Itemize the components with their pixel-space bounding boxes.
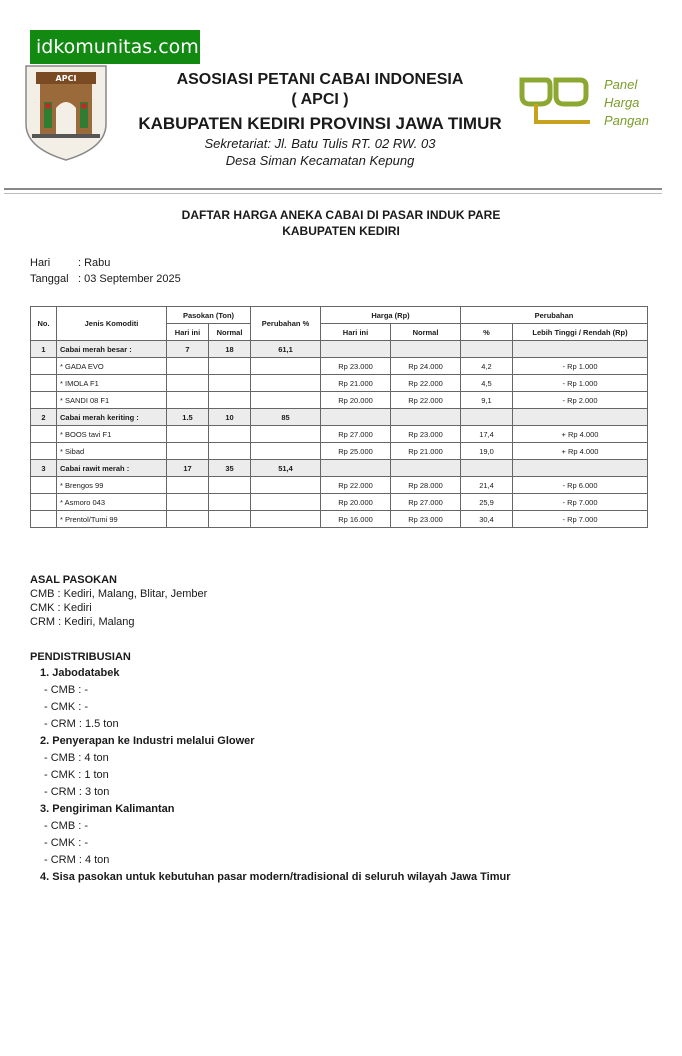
day-value: : Rabu — [78, 257, 111, 269]
cell-no — [31, 443, 57, 460]
org-acronym: ( APCI ) — [291, 91, 349, 108]
cell-diff — [513, 460, 648, 477]
cell-no: 1 — [31, 341, 57, 358]
table-row — [31, 375, 648, 392]
cell-p-now: 7 — [167, 341, 209, 358]
distribution-sub-item: - CMK : - — [44, 701, 88, 713]
table-group-row — [31, 460, 648, 477]
cell-pct: 17,4 — [461, 426, 513, 443]
cell-no — [31, 375, 57, 392]
table-row — [31, 511, 648, 528]
cell-diff: + Rp 4.000 — [513, 426, 648, 443]
cell-h-norm — [391, 460, 461, 477]
cell-no: 3 — [31, 460, 57, 477]
cell-pct: 25,9 — [461, 494, 513, 511]
asal-line: CMK : Kediri — [30, 602, 92, 614]
org-village: Desa Siman Kecamatan Kepung — [225, 153, 415, 168]
cell-p-now — [167, 443, 209, 460]
cell-diff — [513, 341, 648, 358]
cell-pct: 4,2 — [461, 358, 513, 375]
org-region: KABUPATEN KEDIRI PROVINSI JAWA TIMUR — [138, 114, 502, 133]
th-no: No. — [31, 307, 57, 341]
cell-h-now: Rp 23.000 — [321, 358, 391, 375]
logo-word-2: Harga — [604, 95, 640, 110]
cell-no: 2 — [31, 409, 57, 426]
cell-p-pct — [251, 426, 321, 443]
title-line-1: DAFTAR HARGA ANEKA CABAI DI PASAR INDUK PARE — [181, 208, 501, 222]
distribution-item-title: 4. Sisa pasokan untuk kebutuhan pasar modern/tradisional di seluruh wilayah Jawa Timur — [40, 871, 511, 883]
table-row — [31, 443, 648, 460]
cell-diff: - Rp 2.000 — [513, 392, 648, 409]
cell-h-now: Rp 20.000 — [321, 392, 391, 409]
cell-p-norm: 10 — [209, 409, 251, 426]
cell-p-pct — [251, 375, 321, 392]
org-address: Sekretariat: Jl. Batu Tulis RT. 02 RW. 03 — [204, 136, 436, 151]
table-row — [31, 392, 648, 409]
distribution-sub-item: - CRM : 1.5 ton — [44, 718, 119, 730]
cell-pct: 19,0 — [461, 443, 513, 460]
cell-no — [31, 392, 57, 409]
distribution-item-title: 1. Jabodatabek — [40, 667, 120, 679]
cell-h-norm: Rp 22.000 — [391, 392, 461, 409]
cell-p-pct — [251, 511, 321, 528]
cell-h-norm: Rp 22.000 — [391, 375, 461, 392]
cell-h-now — [321, 409, 391, 426]
cell-p-pct: 51,4 — [251, 460, 321, 477]
cell-p-norm — [209, 426, 251, 443]
cell-h-now: Rp 27.000 — [321, 426, 391, 443]
cell-pct: 9,1 — [461, 392, 513, 409]
th-pct: % — [461, 324, 513, 341]
cell-name: * Sibad — [57, 443, 167, 460]
cell-h-now: Rp 25.000 — [321, 443, 391, 460]
cell-h-norm: Rp 23.000 — [391, 426, 461, 443]
cell-diff: - Rp 6.000 — [513, 477, 648, 494]
cell-h-norm — [391, 341, 461, 358]
cell-h-norm: Rp 28.000 — [391, 477, 461, 494]
asal-line: CRM : Kediri, Malang — [30, 616, 135, 628]
leaf-logo-icon — [516, 74, 596, 130]
cell-p-norm — [209, 443, 251, 460]
document-title — [0, 207, 682, 239]
distribution-sub-item: - CMK : 1 ton — [44, 769, 109, 781]
cell-diff: + Rp 4.000 — [513, 443, 648, 460]
cell-name: * Prentol/Tumi 99 — [57, 511, 167, 528]
table-row — [31, 494, 648, 511]
table-group-row — [31, 409, 648, 426]
th-pasokan: Pasokan (Ton) — [167, 307, 251, 324]
th-harga-hari-ini: Hari ini — [321, 324, 391, 341]
table-row — [31, 477, 648, 494]
logo-word-3: Pangan — [604, 113, 649, 128]
cell-pct — [461, 460, 513, 477]
cell-pct — [461, 341, 513, 358]
cell-no — [31, 477, 57, 494]
apci-crest-logo — [22, 62, 110, 162]
header-divider-thin — [4, 193, 662, 194]
cell-name: * SANDI 08 F1 — [57, 392, 167, 409]
cell-name: * GADA EVO — [57, 358, 167, 375]
cell-p-pct — [251, 477, 321, 494]
distribution-sub-item: - CMB : 4 ton — [44, 752, 109, 764]
date-row — [30, 273, 181, 285]
cell-pct — [461, 409, 513, 426]
th-lebih: Lebih Tinggi / Rendah (Rp) — [513, 324, 648, 341]
table-row — [31, 426, 648, 443]
cell-p-pct — [251, 443, 321, 460]
cell-h-now: Rp 16.000 — [321, 511, 391, 528]
org-name: ASOSIASI PETANI CABAI INDONESIA — [176, 71, 464, 88]
asal-line: CMB : Kediri, Malang, Blitar, Jember — [30, 588, 208, 600]
crest-text: APCI — [55, 74, 77, 83]
cell-h-now: Rp 22.000 — [321, 477, 391, 494]
cell-name: * IMOLA F1 — [57, 375, 167, 392]
cell-p-now: 17 — [167, 460, 209, 477]
table-row — [31, 358, 648, 375]
cell-p-pct — [251, 494, 321, 511]
title-line-2: KABUPATEN KEDIRI — [282, 224, 400, 238]
cell-h-norm — [391, 409, 461, 426]
pendistribusian-section — [30, 651, 510, 886]
cell-p-norm: 18 — [209, 341, 251, 358]
cell-no — [31, 494, 57, 511]
cell-p-now — [167, 477, 209, 494]
th-pasokan-normal: Normal — [209, 324, 251, 341]
cell-p-pct: 61,1 — [251, 341, 321, 358]
cell-p-now — [167, 426, 209, 443]
cell-name: Cabai rawit merah : — [57, 460, 167, 477]
cell-p-pct — [251, 358, 321, 375]
cell-h-norm: Rp 27.000 — [391, 494, 461, 511]
distribution-sub-item: - CMB : - — [44, 684, 88, 696]
th-perubahan-pct: Perubahan % — [251, 307, 321, 341]
cell-pct: 30,4 — [461, 511, 513, 528]
cell-p-norm — [209, 392, 251, 409]
cell-h-norm: Rp 23.000 — [391, 511, 461, 528]
distribution-item-title: 2. Penyerapan ke Industri melalui Glower — [40, 735, 255, 747]
day-row — [30, 257, 110, 269]
cell-name: * Brengos 99 — [57, 477, 167, 494]
distribution-sub-item: - CMB : - — [44, 820, 88, 832]
watermark-badge: idkomunitas.com — [30, 30, 200, 64]
cell-h-now: Rp 21.000 — [321, 375, 391, 392]
cell-p-pct — [251, 392, 321, 409]
cell-diff: - Rp 1.000 — [513, 375, 648, 392]
price-table — [30, 306, 648, 528]
cell-p-now: 1.5 — [167, 409, 209, 426]
cell-p-norm — [209, 477, 251, 494]
asal-title: ASAL PASOKAN — [30, 574, 117, 586]
cell-p-now — [167, 494, 209, 511]
cell-p-norm — [209, 511, 251, 528]
cell-h-norm: Rp 21.000 — [391, 443, 461, 460]
logo-word-1: Panel — [604, 77, 638, 92]
cell-p-norm — [209, 494, 251, 511]
header-divider — [4, 188, 662, 190]
table-group-row — [31, 341, 648, 358]
distribution-sub-item: - CRM : 3 ton — [44, 786, 110, 798]
date-value: : 03 September 2025 — [78, 273, 181, 285]
cell-pct: 21,4 — [461, 477, 513, 494]
cell-no — [31, 426, 57, 443]
cell-p-norm — [209, 358, 251, 375]
distribution-item-title: 3. Pengiriman Kalimantan — [40, 803, 175, 815]
cell-h-norm: Rp 24.000 — [391, 358, 461, 375]
th-harga: Harga (Rp) — [321, 307, 461, 324]
th-komoditi: Jenis Komoditi — [57, 307, 167, 341]
cell-name: * BOOS tavi F1 — [57, 426, 167, 443]
cell-h-now — [321, 460, 391, 477]
cell-h-now — [321, 341, 391, 358]
cell-p-now — [167, 511, 209, 528]
distribution-sub-item: - CRM : 4 ton — [44, 854, 110, 866]
cell-p-pct: 85 — [251, 409, 321, 426]
cell-name: Cabai merah besar : — [57, 341, 167, 358]
cell-h-now: Rp 20.000 — [321, 494, 391, 511]
cell-diff: - Rp 7.000 — [513, 494, 648, 511]
cell-p-now — [167, 392, 209, 409]
panel-harga-pangan-logo — [516, 74, 666, 134]
th-perubahan: Perubahan — [461, 307, 648, 324]
cell-diff — [513, 409, 648, 426]
cell-no — [31, 511, 57, 528]
cell-p-now — [167, 358, 209, 375]
date-label: Tanggal — [30, 273, 69, 285]
cell-p-norm: 35 — [209, 460, 251, 477]
day-label: Hari — [30, 257, 51, 269]
cell-diff: - Rp 7.000 — [513, 511, 648, 528]
th-harga-normal: Normal — [391, 324, 461, 341]
distribusi-title: PENDISTRIBUSIAN — [30, 651, 131, 663]
distribution-sub-item: - CMK : - — [44, 837, 88, 849]
cell-p-norm — [209, 375, 251, 392]
cell-name: Cabai merah keriting : — [57, 409, 167, 426]
cell-diff: - Rp 1.000 — [513, 358, 648, 375]
cell-pct: 4,5 — [461, 375, 513, 392]
cell-name: * Asmoro 043 — [57, 494, 167, 511]
th-pasokan-hari-ini: Hari ini — [167, 324, 209, 341]
asal-pasokan-section — [30, 573, 207, 629]
letterhead — [120, 70, 520, 169]
cell-no — [31, 358, 57, 375]
cell-p-now — [167, 375, 209, 392]
